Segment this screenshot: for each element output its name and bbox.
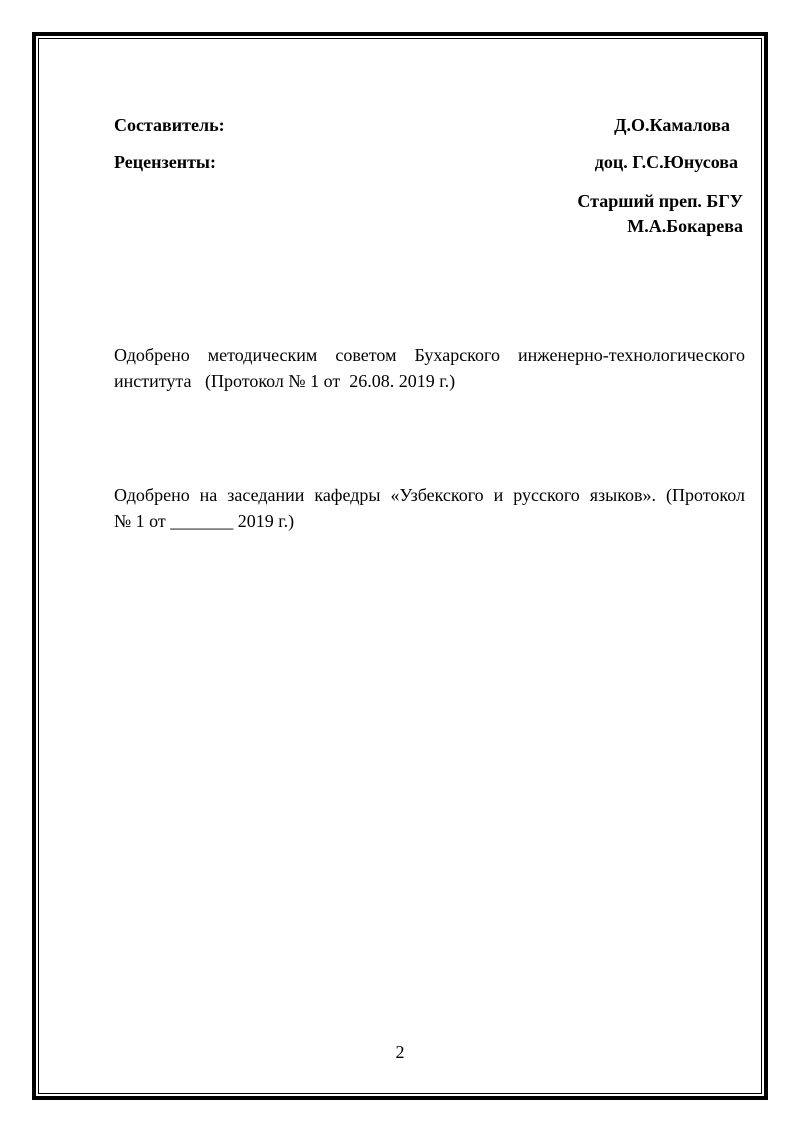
page-number: 2 (395, 1042, 405, 1062)
reviewer-2-position: Старший преп. БГУ (577, 191, 743, 211)
compiler-label: Составитель: (114, 115, 225, 135)
approval-department-line-2: № 1 от _______ 2019 г.) (114, 511, 295, 531)
reviewers-label: Рецензенты: (114, 152, 216, 172)
compiler-name: Д.О.Камалова (614, 115, 730, 135)
approval-department-paragraph (114, 482, 745, 534)
approval-council-line-1: Одобрено методическим советом Бухарского инженерно-технологического (114, 345, 745, 365)
approval-council-line-2: института (Протокол № 1 от 26.08. 2019 г.) (114, 371, 456, 391)
approval-council-paragraph (114, 342, 745, 394)
approval-department-line-1: Одобрено на заседании кафедры «Узбекского и русского языков». (Протокол (114, 485, 745, 505)
reviewer-2-name: М.А.Бокарева (627, 216, 743, 236)
reviewer-1-name: доц. Г.С.Юнусова (594, 152, 738, 172)
